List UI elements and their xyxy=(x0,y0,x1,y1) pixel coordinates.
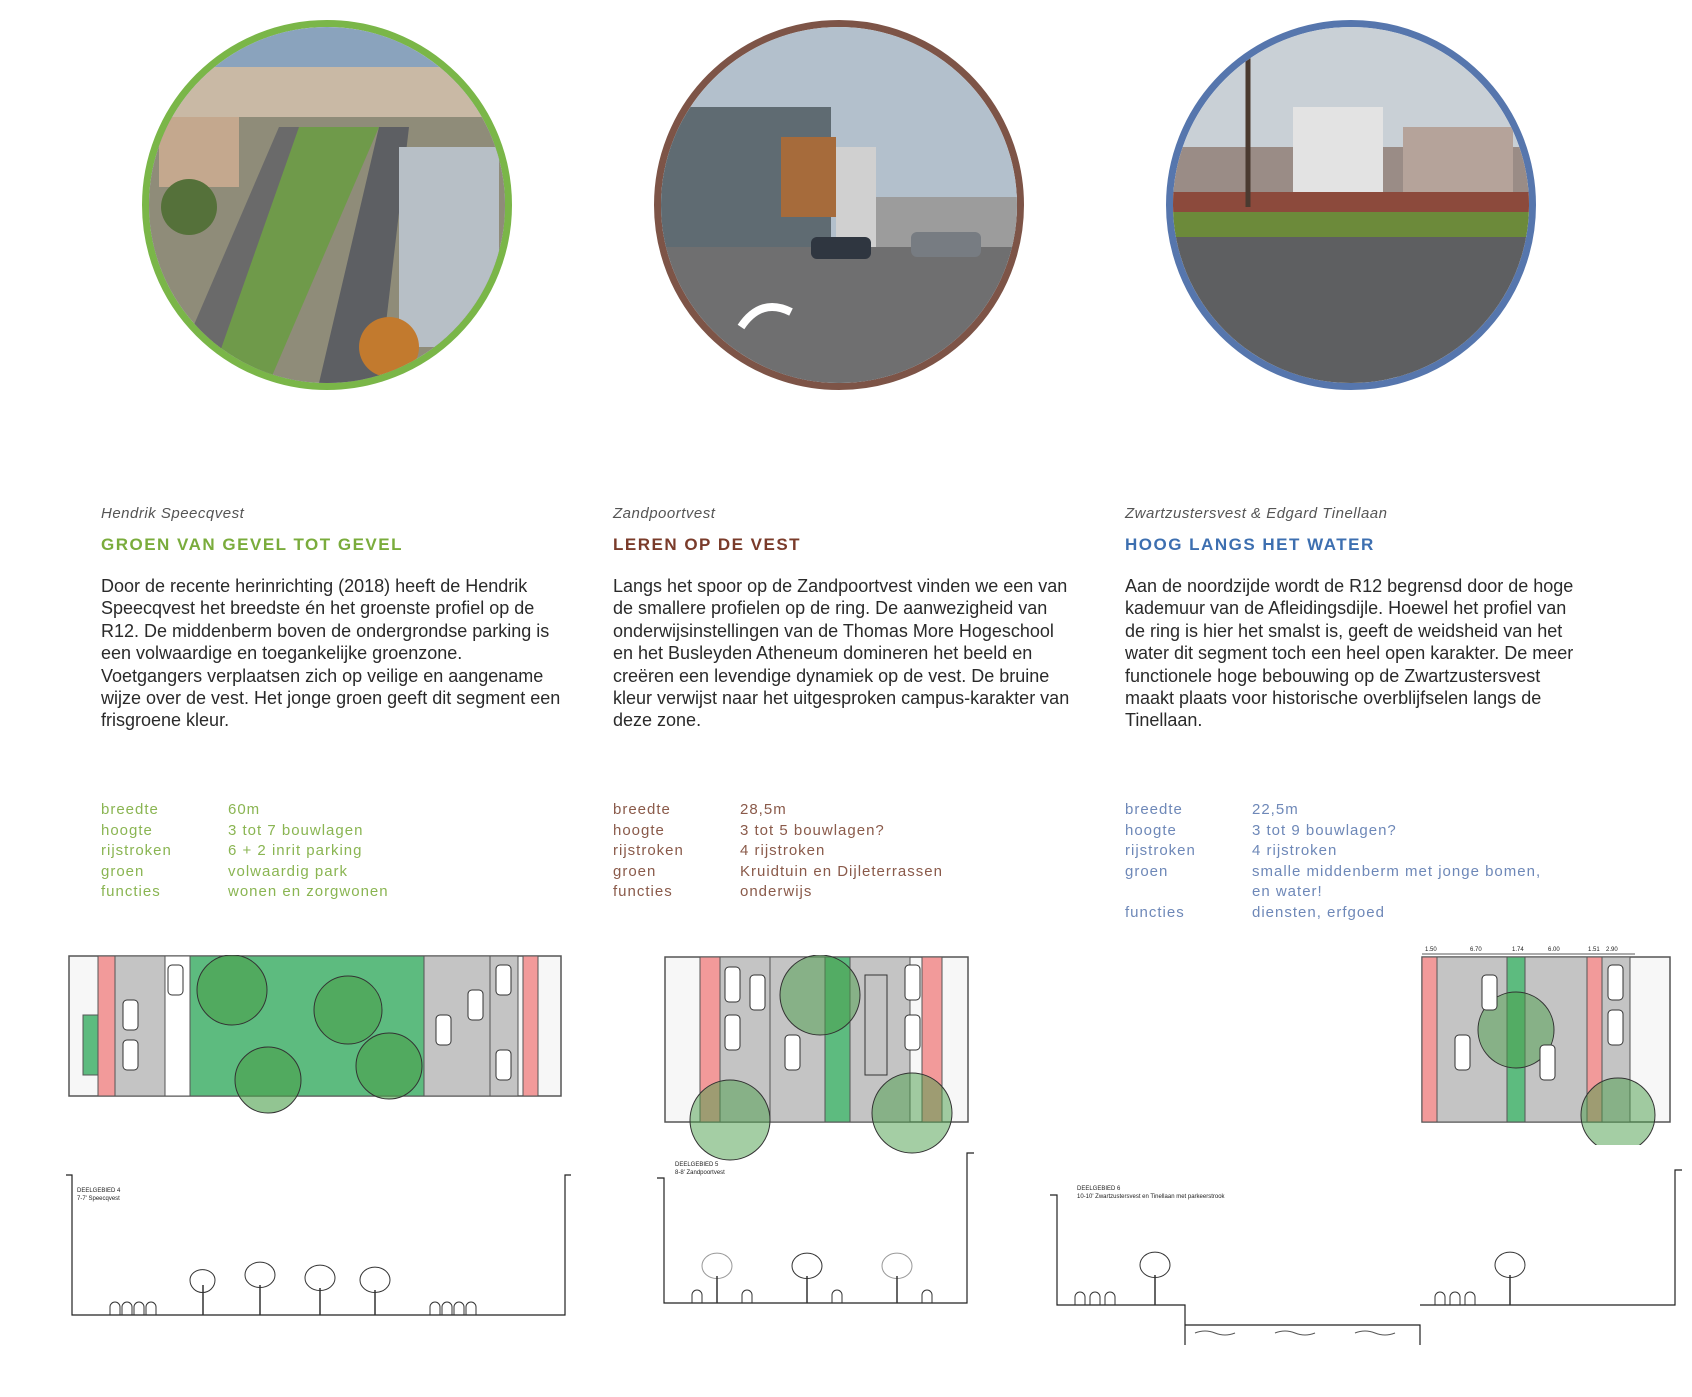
spec-row xyxy=(1125,882,1585,903)
spec-row xyxy=(1125,800,1585,821)
spec-key: rijstroken xyxy=(1125,842,1196,859)
spec-value: volwaardig park xyxy=(228,862,349,880)
spec-value: en water! xyxy=(1252,883,1323,900)
spec-list xyxy=(101,800,561,903)
spec-key: groen xyxy=(1125,862,1169,880)
spec-row xyxy=(1125,862,1585,883)
spec-key: hoogte xyxy=(613,821,665,839)
spec-row xyxy=(101,882,561,903)
spec-list xyxy=(1125,800,1585,923)
photo-speecqvest xyxy=(142,20,512,390)
spec-value: 3 tot 9 bouwlagen? xyxy=(1252,821,1397,839)
section-label-line: DEELGEBIED 6 xyxy=(1077,1186,1121,1192)
section-title: LEREN OP DE VEST xyxy=(613,535,802,554)
spec-row xyxy=(101,821,561,842)
spec-key: groen xyxy=(613,862,657,880)
spec-key: breedte xyxy=(101,801,159,818)
section-diagram-zandpoortvest xyxy=(652,1148,977,1308)
photo-zwartzustersvest xyxy=(1166,20,1536,390)
spec-value: 22,5m xyxy=(1252,801,1299,818)
spec-key: functies xyxy=(1125,903,1185,921)
spec-row xyxy=(613,862,1073,883)
section-diagram-speecqvest xyxy=(60,1170,575,1320)
dimension-label: 6.70 xyxy=(1470,947,1482,953)
spec-row xyxy=(613,882,1073,903)
spec-row xyxy=(1125,903,1585,924)
plan-diagram-zwartzustersvest xyxy=(1420,945,1685,1145)
spec-row xyxy=(1125,841,1585,862)
dimension-label: 1.74 xyxy=(1512,947,1524,953)
location-label: Zwartzustersvest & Edgard Tinellaan xyxy=(1125,505,1388,522)
spec-row xyxy=(1125,821,1585,842)
spec-value: 28,5m xyxy=(740,801,787,818)
spec-value: 3 tot 7 bouwlagen xyxy=(228,821,364,839)
spec-value: diensten, erfgoed xyxy=(1252,903,1385,921)
section-label-line: 8-8' Zandpoortvest xyxy=(675,1170,725,1176)
spec-key: rijstroken xyxy=(613,842,684,859)
plan-diagram-zandpoortvest xyxy=(660,955,970,1165)
spec-key: functies xyxy=(613,883,673,900)
dimension-label: 6.00 xyxy=(1548,947,1560,953)
section-label-line: DEELGEBIED 5 xyxy=(675,1162,719,1168)
body-paragraph: Door de recente herinrichting (2018) heeft de Hendrik Speecqvest het breedste én het groenste profiel op de R12. De middenberm boven de ondergrondse parking is een volwaardige en toegankelijke groenzone. Voetgangers verplaatsen zich op veilige en aangename wijze over de vest. Het jonge groen geeft dit segment een frisgroene kleur. xyxy=(101,576,561,731)
spec-row xyxy=(101,800,561,821)
body-paragraph: Langs het spoor op de Zandpoortvest vinden we een van de smallere profielen op de ring. De aanwezigheid van onderwijsinstellingen van de Thomas More Hogeschool en het Busleyden Atheneum domineren het beeld en creëren een levendige dynamiek op de vest. De bruine kleur verwijst naar het uitgesproken campus-karakter van deze zone. xyxy=(613,576,1070,731)
spec-row xyxy=(101,841,561,862)
spec-value: smalle middenberm met jonge bomen, xyxy=(1252,862,1542,880)
section-label-line: 7-7' Speecqvest xyxy=(77,1196,120,1202)
spec-list xyxy=(613,800,1073,903)
spec-value: 3 tot 5 bouwlagen? xyxy=(740,821,885,839)
spec-key: functies xyxy=(101,883,161,900)
spec-value: 4 rijstroken xyxy=(740,842,826,859)
spec-row xyxy=(613,821,1073,842)
spec-key: breedte xyxy=(1125,801,1183,818)
photo-zandpoortvest xyxy=(654,20,1024,390)
spec-row xyxy=(613,841,1073,862)
spec-value: Kruidtuin en Dijleterrassen xyxy=(740,862,943,880)
section-label-line: DEELGEBIED 4 xyxy=(77,1188,121,1194)
spec-key: rijstroken xyxy=(101,842,172,859)
plan-diagram-speecqvest xyxy=(68,955,563,1115)
spec-value: 60m xyxy=(228,801,261,818)
section-label xyxy=(1077,1185,1225,1201)
dimension-label: 1.50 xyxy=(1425,947,1437,953)
spec-value: onderwijs xyxy=(740,883,813,900)
spec-key: hoogte xyxy=(1125,821,1177,839)
dimension-label: 1.51 xyxy=(1588,947,1600,953)
spec-row xyxy=(101,862,561,883)
section-title: GROEN VAN GEVEL TOT GEVEL xyxy=(101,535,403,554)
body-paragraph: Aan de noordzijde wordt de R12 begrensd door de hoge kademuur van de Afleidingsdijle. Hoewel het profiel van de ring is hier het smalst is, geeft de weidsheid van het water dit segment toch een heel open karakter. De meer functionele hoge bebouwing op de Zwartzustersvest maakt plaats voor historische overblijfselen langs de Tinellaan. xyxy=(1125,576,1574,731)
spec-value: 6 + 2 inrit parking xyxy=(228,842,363,859)
location-label: Zandpoortvest xyxy=(613,505,716,522)
dimension-label: 2.90 xyxy=(1606,947,1618,953)
spec-row xyxy=(613,800,1073,821)
spec-value: wonen en zorgwonen xyxy=(228,883,389,900)
spec-key: hoogte xyxy=(101,821,153,839)
section-label-line: 10-10' Zwartzustersvest en Tinellaan met parkeerstrook xyxy=(1077,1194,1225,1200)
spec-value: 4 rijstroken xyxy=(1252,842,1338,859)
spec-key xyxy=(1125,882,1252,903)
spec-key: groen xyxy=(101,862,145,880)
section-title: HOOG LANGS HET WATER xyxy=(1125,535,1375,554)
spec-key: breedte xyxy=(613,801,671,818)
section-label xyxy=(77,1187,120,1203)
location-label: Hendrik Speecqvest xyxy=(101,505,245,522)
